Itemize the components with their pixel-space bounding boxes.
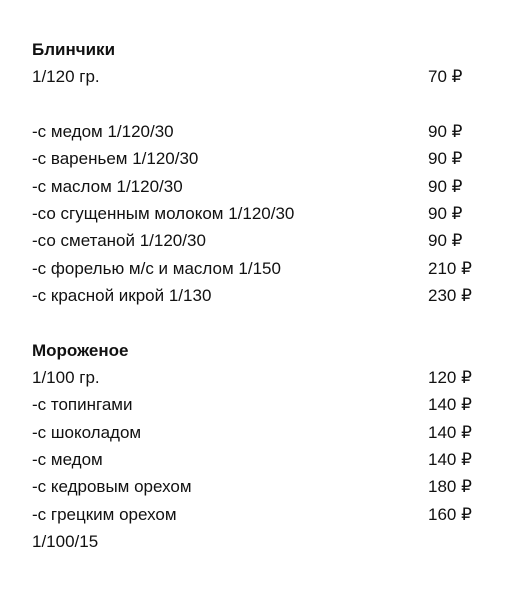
item-price: 140 ₽	[428, 450, 472, 470]
menu-item	[32, 419, 482, 446]
menu-item	[32, 501, 482, 528]
item-price: 70 ₽	[428, 67, 463, 86]
item-price: 90 ₽	[428, 149, 463, 169]
menu-item	[32, 118, 482, 145]
item-name: -со сгущенным молоком 1/120/30	[32, 203, 295, 223]
item-name: 1/100 гр.	[32, 367, 100, 387]
portion-note: 1/100/15	[32, 532, 99, 552]
menu-item	[32, 173, 482, 200]
item-price: 160 ₽	[428, 504, 472, 524]
item-price: 120 ₽	[428, 367, 472, 387]
item-price: 90 ₽	[428, 176, 463, 196]
item-price: 90 ₽	[428, 203, 463, 223]
item-name: -с шоколадом	[32, 422, 142, 442]
price-menu	[32, 36, 482, 555]
menu-item	[32, 391, 482, 418]
menu-item	[32, 255, 482, 282]
item-name: -со сметаной 1/120/30	[32, 231, 206, 251]
item-name: -с маслом 1/120/30	[32, 176, 183, 196]
item-name: -с топингами	[32, 395, 133, 415]
item-name: 1/120 гр.	[32, 67, 100, 86]
menu-item	[32, 227, 482, 254]
item-price: 210 ₽	[428, 258, 472, 278]
section-title-ice-cream: Мороженое	[32, 340, 129, 360]
item-name: -с форелью м/с и маслом 1/150	[32, 258, 281, 278]
item-price: 90 ₽	[428, 231, 463, 251]
menu-item	[32, 446, 482, 473]
item-name: -с медом	[32, 450, 103, 470]
menu-item	[32, 63, 482, 90]
menu-item	[32, 473, 482, 500]
section-title-pancakes: Блинчики	[32, 40, 116, 59]
menu-item	[32, 364, 482, 391]
item-name: -с красной икрой 1/130	[32, 286, 212, 306]
menu-item	[32, 145, 482, 172]
item-price: 140 ₽	[428, 422, 472, 442]
blank-line	[32, 90, 482, 117]
item-name: -с вареньем 1/120/30	[32, 149, 199, 169]
item-price: 90 ₽	[428, 121, 463, 141]
item-price: 140 ₽	[428, 395, 472, 415]
section-gap	[32, 310, 482, 337]
item-name: -с грецким орехом	[32, 504, 177, 524]
item-price: 230 ₽	[428, 286, 472, 306]
item-name: -с кедровым орехом	[32, 477, 192, 497]
menu-item	[32, 200, 482, 227]
menu-item	[32, 282, 482, 309]
item-price: 180 ₽	[428, 477, 472, 497]
item-name: -с медом 1/120/30	[32, 121, 174, 141]
